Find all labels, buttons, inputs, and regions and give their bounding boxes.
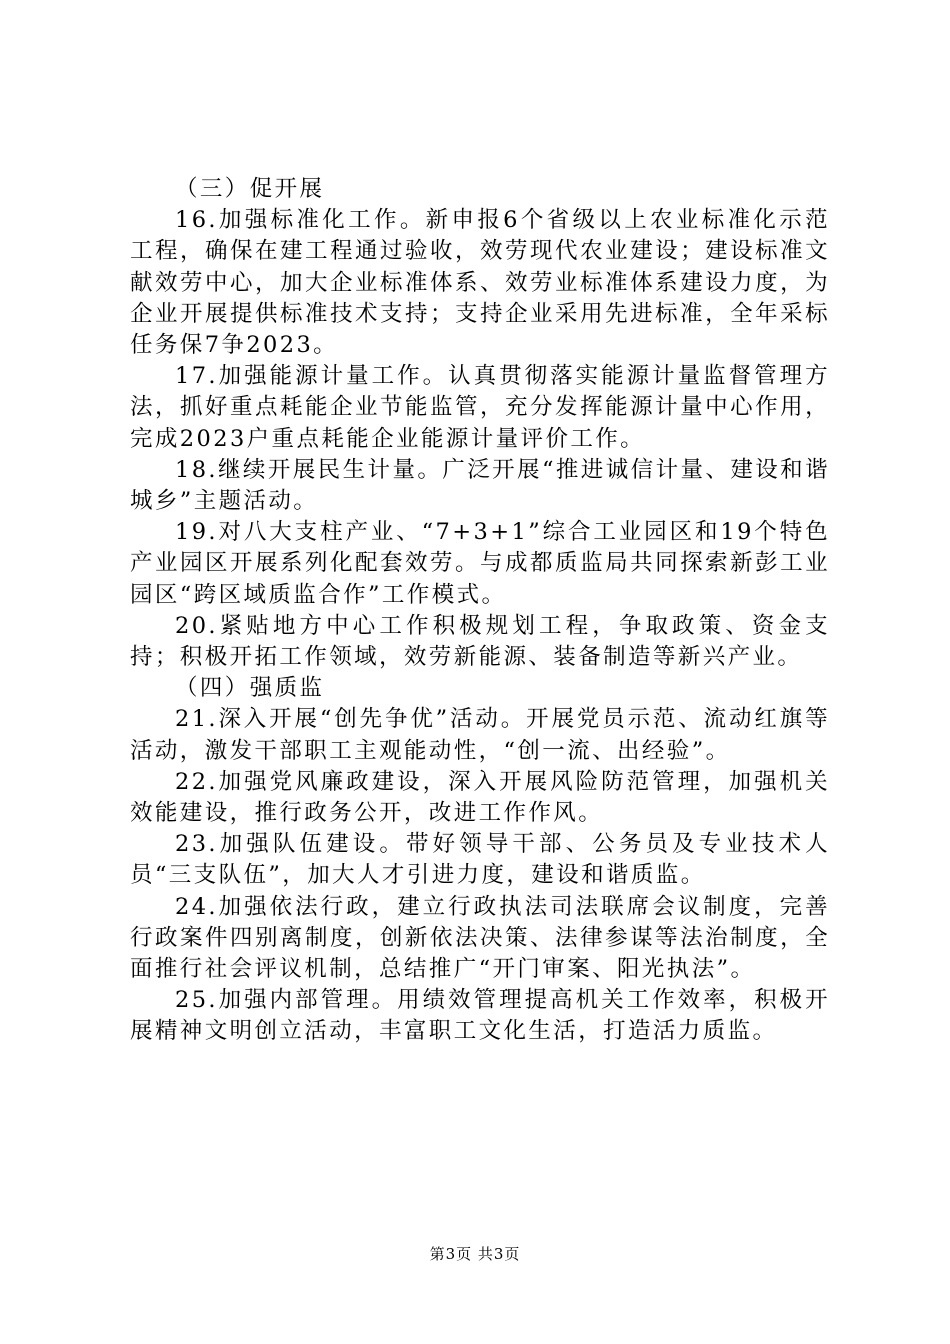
item-20-paragraph: 20.紧贴地方中心工作积极规划工程，争取政策、资金支持；积极开拓工作领域，效劳新能源、装备制造等新兴产业。: [130, 612, 830, 671]
item-24-paragraph: 24.加强依法行政，建立行政执法司法联席会议制度，完善行政案件四别离制度，创新依法决策、法律参谋等法治制度，全面推行社会评议机制，总结推广“开门审案、阳光执法”。: [130, 893, 830, 983]
item-18-paragraph: 18.继续开展民生计量。广泛开展“推进诚信计量、建设和谐城乡”主题活动。: [130, 456, 830, 515]
item-19-paragraph: 19.对八大支柱产业、“7+3+1”综合工业园区和19个特色产业园区开展系列化配套效劳。与成都质监局共同探索新彭工业园区“跨区域质监合作”工作模式。: [130, 519, 830, 608]
section-heading-4: （四）强质监: [175, 675, 325, 702]
item-25-paragraph: 25.加强内部管理。用绩效管理提高机关工作效率，积极开展精神文明创立活动，丰富职工文化生活，打造活力质监。: [130, 987, 830, 1045]
item-17-paragraph: 17.加强能源计量工作。认真贯彻落实能源计量监督管理方法，抓好重点耗能企业节能监管，充分发挥能源计量中心作用，完成2023户重点耗能企业能源计量评价工作。: [130, 363, 830, 452]
page-number: 第3页 共3页: [429, 1245, 521, 1263]
section-heading-3: （三）促开展: [175, 176, 325, 202]
item-16-paragraph: 16.加强标准化工作。新申报6个省级以上农业标准化示范工程，确保在建工程通过验收，效劳现代农业建设；建设标准文献效劳中心，加大企业标准体系、效劳业标准体系建设力度，为企业开展提供标准技术支持；支持企业采用先进标准，全年采标任务保7争2023。: [130, 207, 830, 359]
document-body: [130, 174, 830, 1048]
item-22-paragraph: 22.加强党风廉政建设，深入开展风险防范管理，加强机关效能建设，推行政务公开，改进工作作风。: [130, 768, 830, 827]
page-footer: [0, 1244, 950, 1264]
item-21-paragraph: 21.深入开展“创先争优”活动。开展党员示范、流动红旗等活动，激发干部职工主观能动性，“创一流、出经验”。: [130, 706, 830, 764]
item-23-paragraph: 23.加强队伍建设。带好领导干部、公务员及专业技术人员“三支队伍”，加大人才引进力度，建设和谐质监。: [130, 831, 830, 889]
